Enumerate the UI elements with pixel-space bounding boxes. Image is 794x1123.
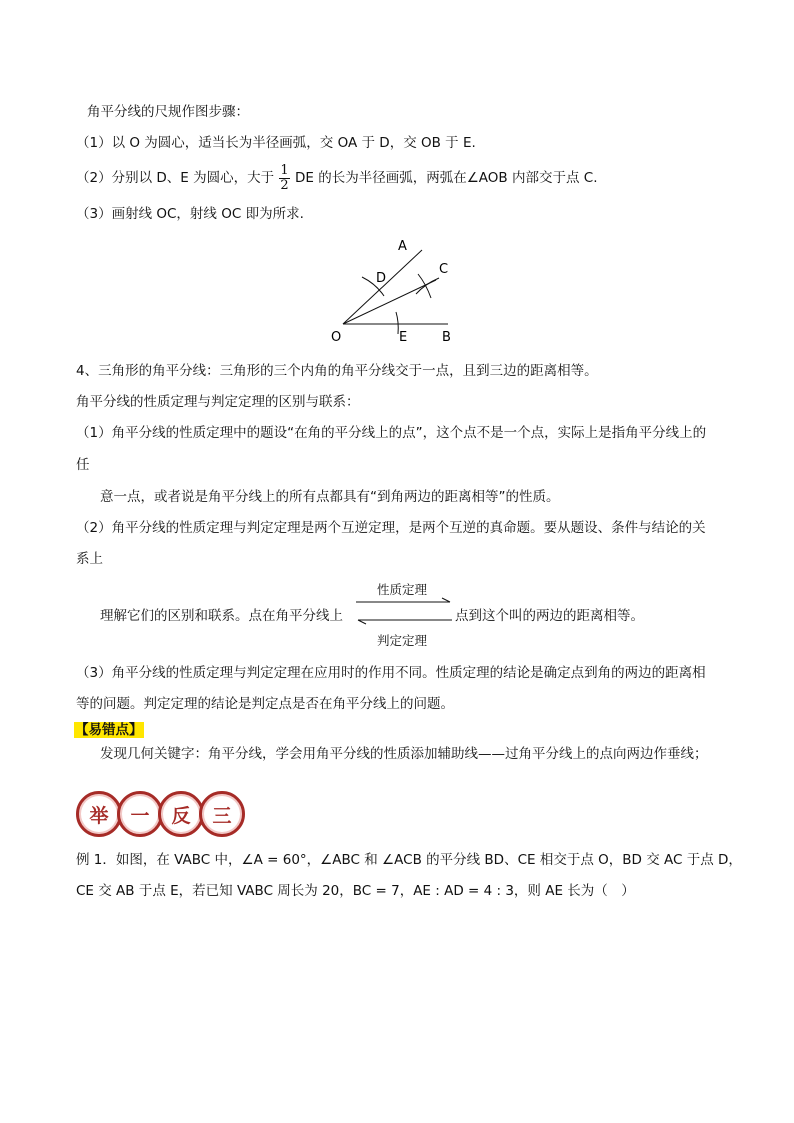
step-2-suffix: DE 的长为半径画弧，两弧在∠AOB 内部交于点 C.	[294, 170, 598, 186]
label-a: A	[398, 239, 407, 254]
relation-left-text: 理解它们的区别和联系。点在角平分线上	[100, 608, 343, 624]
point-4: 4、三角形的角平分线：三角形的三个内角的角平分线交于一点，且到三边的距离相等。	[76, 363, 598, 379]
ray-oc	[343, 280, 436, 324]
step-2-prefix: （2）分别以 D、E 为圆心，大于	[76, 170, 275, 186]
error-tag	[74, 721, 144, 739]
label-o: O	[331, 330, 342, 345]
difference-2-line-1: （2）角平分线的性质定理与判定定理是两个互逆定理，是两个互逆的真命题。要从题设、条件与结论的关	[76, 520, 706, 536]
difference-3-line-2: 等的问题。判定定理的结论是判定点是否在角平分线上的问题。	[76, 696, 454, 712]
ray-oa	[343, 250, 422, 324]
banner-char-3: 反	[158, 791, 204, 837]
step-2	[76, 160, 598, 196]
judgement-theorem-label: 判定定理	[377, 633, 428, 648]
banner-char-1: 举	[76, 791, 122, 837]
label-d: D	[376, 271, 387, 286]
difference-1-line-2: 任	[76, 457, 90, 473]
difference-3-line-1: （3）角平分线的性质定理与判定定理在应用时的作用不同。性质定理的结论是确定点到角的两边的距离相	[76, 665, 706, 681]
fraction-numerator: 1	[280, 162, 289, 178]
label-e: E	[399, 330, 408, 345]
banner-char-4: 三	[199, 791, 245, 837]
steps-title: 角平分线的尺规作图步骤：	[87, 104, 249, 120]
example-1-line-1: 例 1．如图，在 VABC 中，∠A = 60°，∠ABC 和 ∠ACB 的平分线 BD、CE 相交于点 O，BD 交 AC 于点 D，	[76, 852, 742, 868]
difference-2-line-2: 系上	[76, 551, 103, 567]
label-c: C	[439, 262, 449, 277]
step-1: （1）以 O 为圆心，适当长为半径画弧，交 OA 于 D，交 OB 于 E.	[76, 135, 476, 151]
one-half-fraction	[279, 164, 289, 193]
backward-arrow-head	[358, 620, 366, 624]
label-b: B	[442, 330, 451, 345]
relation-right-text: 点到这个叫的两边的距离相等。	[455, 608, 644, 624]
error-text: 发现几何关键字：角平分线，学会用角平分线的性质添加辅助线——过角平分线上的点向两边作垂线；	[100, 746, 708, 762]
angle-bisector-figure	[318, 232, 468, 348]
relation-arrows	[354, 596, 454, 626]
property-theorem-label: 性质定理	[377, 582, 428, 597]
arc-through-e	[396, 312, 398, 334]
difference-title: 角平分线的性质定理与判定定理的区别与联系：	[76, 394, 360, 410]
example-1-line-2: CE 交 AB 于点 E，若已知 VABC 周长为 20，BC = 7，AE : AD = 4 : 3，则 AE 长为（ ）	[76, 883, 635, 899]
error-tag-label: 【易错点】	[75, 722, 143, 738]
step-3: （3）画射线 OC，射线 OC 即为所求.	[76, 206, 304, 222]
difference-1-line-1: （1）角平分线的性质定理中的题设“在角的平分线上的点”，这个点不是一个点，实际上是指角平分线上的	[76, 425, 707, 441]
difference-1-line-3: 意一点，或者说是角平分线上的所有点都具有“到角两边的距离相等”的性质。	[100, 489, 560, 505]
forward-arrow-head	[442, 598, 450, 602]
fraction-denominator: 2	[280, 177, 289, 193]
banner-char-2: 一	[117, 791, 163, 837]
